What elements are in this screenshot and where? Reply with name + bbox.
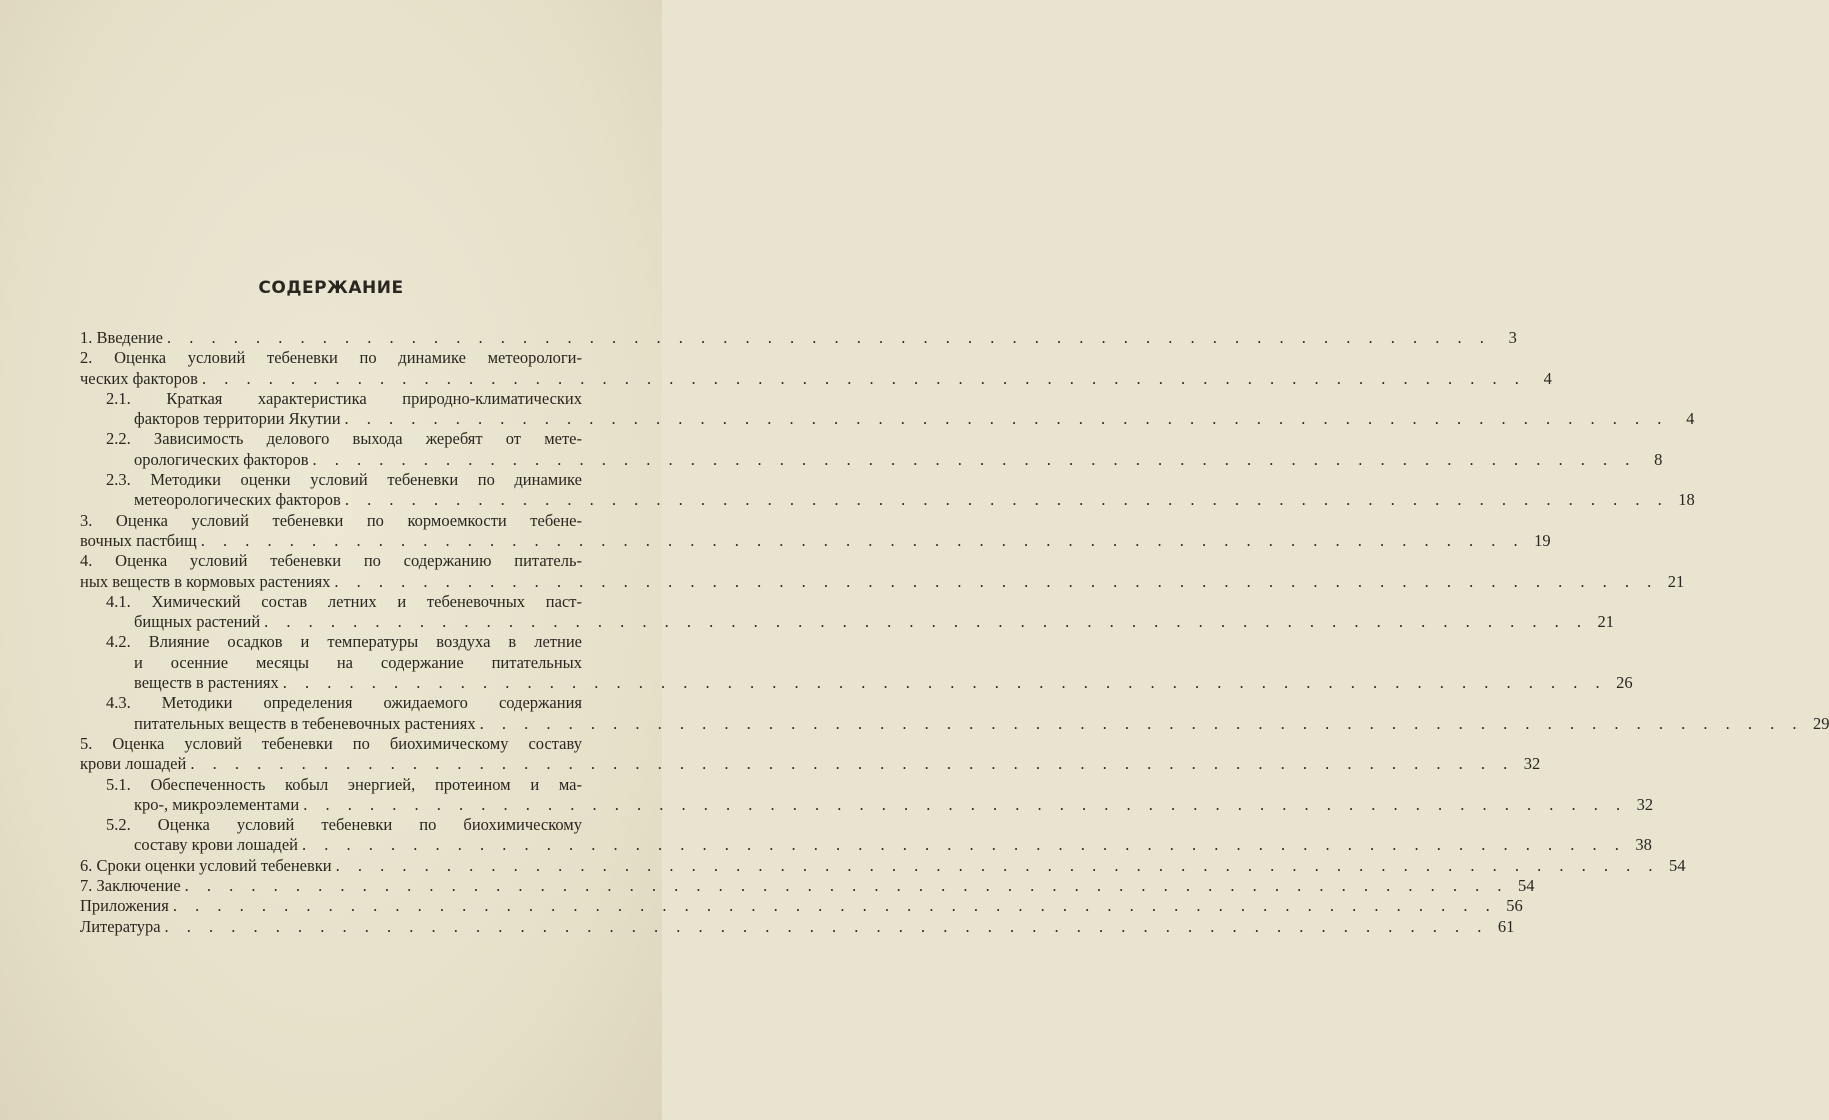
toc-entry [80,693,1829,734]
toc-page-number: 54 [1518,876,1535,896]
dot-leader: . . . . . . . . . . . . . . . . . . . . . . . . . . . . . . . . . . . . . . . . . . . . . . . . . . . . . . . . . . . . [264,612,1589,632]
toc-entry-title: бищных растений [134,612,261,632]
table-of-contents [80,328,1829,937]
toc-entry-title: вочных пастбищ [80,530,197,550]
toc-entry-line: и осенние месяцы на содержание питательных [134,652,582,672]
toc-page-number: 21 [1597,612,1615,632]
toc-page-number: 29 [1812,713,1829,733]
dot-leader: . . . . . . . . . . . . . . . . . . . . . . . . . . . . . . . . . . . . . . . . . . . . . . . . . . . . . . . . . . . . [167,328,1491,347]
toc-entry-title: крови лошадей [80,754,187,774]
toc-entry [80,733,1541,775]
dot-leader: . . . . . . . . . . . . . . . . . . . . . . . . . . . . . . . . . . . . . . . . . . . . . . . . . . . . . . . . . . . . [334,571,1659,591]
toc-entry [80,510,1551,552]
dot-leader: . . . . . . . . . . . . . . . . . . . . . . . . . . . . . . . . . . . . . . . . . . . . . . . . . . . . . . . . . . . . [201,368,1526,388]
toc-entry-line: 5. Оценка условий тебеневки по биохимическому составу [80,733,582,753]
toc-entry-title: Литература [80,916,161,936]
toc-entry-title: веществ в растениях [134,673,279,693]
toc-entry-line: 4.1. Химический состав летних и тебеневочных паст- [106,591,582,611]
toc-page-number: 18 [1678,490,1695,510]
toc-entry [80,348,1552,389]
toc-entry [80,388,1695,430]
toc-page-number: 56 [1506,896,1523,916]
toc-entry [80,470,1695,511]
toc-page-number: 61 [1497,916,1515,936]
dot-leader: . . . . . . . . . . . . . . . . . . . . . . . . . . . . . . . . . . . . . . . . . . . . . . . . . . . . . . . . . . . . [479,713,1804,733]
dot-leader: . . . . . . . . . . . . . . . . . . . . . . . . . . . . . . . . . . . . . . . . . . . . . . . . . . . . . . . . . . . . [312,449,1637,469]
toc-entry-title: 6. Сроки оценки условий тебеневки [80,855,332,875]
toc-entry [80,328,1517,348]
toc-entry-title: составу крови лошадей [134,835,298,855]
toc-page-number: 4 [1686,409,1695,429]
dot-leader: . . . . . . . . . . . . . . . . . . . . . . . . . . . . . . . . . . . . . . . . . . . . . . . . . . . . . . . . . . . . [172,896,1497,916]
dot-leader: . . . . . . . . . . . . . . . . . . . . . . . . . . . . . . . . . . . . . . . . . . . . . . . . . . . . . . . . . . . . [200,530,1525,550]
toc-entry-line: 4. Оценка условий тебеневки по содержанию питатель- [80,551,582,571]
toc-page-number: 19 [1534,530,1551,550]
toc-entry-title: 7. Заключение [80,876,181,896]
dot-leader: . . . . . . . . . . . . . . . . . . . . . . . . . . . . . . . . . . . . . . . . . . . . . . . . . . . . . . . . . . . . [190,754,1515,774]
toc-entry-title: 1. Введение [80,328,164,347]
toc-entry [80,551,1685,592]
toc-page-number: 3 [1508,328,1517,347]
toc-page-number: 32 [1636,794,1654,814]
toc-entry-line: 2.1. Краткая характеристика природно-климатических [106,388,582,408]
toc-entry [80,896,1523,916]
toc-entry-title: факторов территории Якутии [134,409,341,429]
toc-entry [80,632,1633,693]
toc-entry-title: ческих факторов [80,368,198,388]
toc-entry-line: 5.2. Оценка условий тебеневки по биохимическому [106,815,582,835]
toc-page-number: 32 [1523,754,1541,774]
toc-entry [80,591,1615,633]
toc-entry [80,876,1535,896]
toc-page-number: 4 [1543,368,1552,388]
toc-entry [80,774,1654,816]
toc-entry [80,815,1652,856]
dot-leader: . . . . . . . . . . . . . . . . . . . . . . . . . . . . . . . . . . . . . . . . . . . . . . . . . . . . . . . . . . . . [344,490,1669,510]
dot-leader: . . . . . . . . . . . . . . . . . . . . . . . . . . . . . . . . . . . . . . . . . . . . . . . . . . . . . . . . . . . . [184,876,1509,896]
toc-entry-line: 2. Оценка условий тебеневки по динамике метеорологи- [80,348,582,368]
toc-entry [80,916,1515,937]
toc-page-number: 38 [1635,835,1652,855]
page-title: СОДЕРЖАНИЕ [258,278,404,298]
dot-leader: . . . . . . . . . . . . . . . . . . . . . . . . . . . . . . . . . . . . . . . . . . . . . . . . . . . . . . . . . . . . [301,835,1626,855]
toc-entry-title: ных веществ в кормовых растениях [80,571,331,591]
dot-leader: . . . . . . . . . . . . . . . . . . . . . . . . . . . . . . . . . . . . . . . . . . . . . . . . . . . . . . . . . . . . [303,794,1628,814]
dot-leader: . . . . . . . . . . . . . . . . . . . . . . . . . . . . . . . . . . . . . . . . . . . . . . . . . . . . . . . . . . . . [335,855,1660,875]
toc-page-number: 8 [1654,449,1663,469]
toc-entry [80,429,1663,470]
toc-entry-line: 4.2. Влияние осадков и температуры воздуха в летние [106,632,582,652]
toc-entry [80,855,1686,876]
toc-page-number: 21 [1667,571,1685,591]
toc-entry-line: 4.3. Методики определения ожидаемого содержания [106,693,582,713]
toc-page-number: 26 [1616,673,1633,693]
toc-entry-title: кро-, микроэлементами [134,794,300,814]
dot-leader: . . . . . . . . . . . . . . . . . . . . . . . . . . . . . . . . . . . . . . . . . . . . . . . . . . . . . . . . . . . . [164,916,1489,936]
toc-entry-line: 5.1. Обеспеченность кобыл энергией, протеином и ма- [106,774,582,794]
toc-entry-line: 2.2. Зависимость делового выхода жеребят от мете- [106,429,582,449]
toc-entry-title: орологических факторов [134,449,309,469]
dot-leader: . . . . . . . . . . . . . . . . . . . . . . . . . . . . . . . . . . . . . . . . . . . . . . . . . . . . . . . . . . . . [282,673,1607,693]
toc-entry-line: 3. Оценка условий тебеневки по кормоемкости тебене- [80,510,582,530]
toc-entry-line: 2.3. Методики оценки условий тебеневки по динамике [106,470,582,490]
toc-page-number: 54 [1669,855,1686,875]
toc-entry-title: Приложения [80,896,169,916]
toc-entry-title: питательных веществ в тебеневочных растениях [134,713,476,733]
toc-entry-title: метеорологических факторов [134,490,341,510]
dot-leader: . . . . . . . . . . . . . . . . . . . . . . . . . . . . . . . . . . . . . . . . . . . . . . . . . . . . . . . . . . . . [344,409,1669,429]
